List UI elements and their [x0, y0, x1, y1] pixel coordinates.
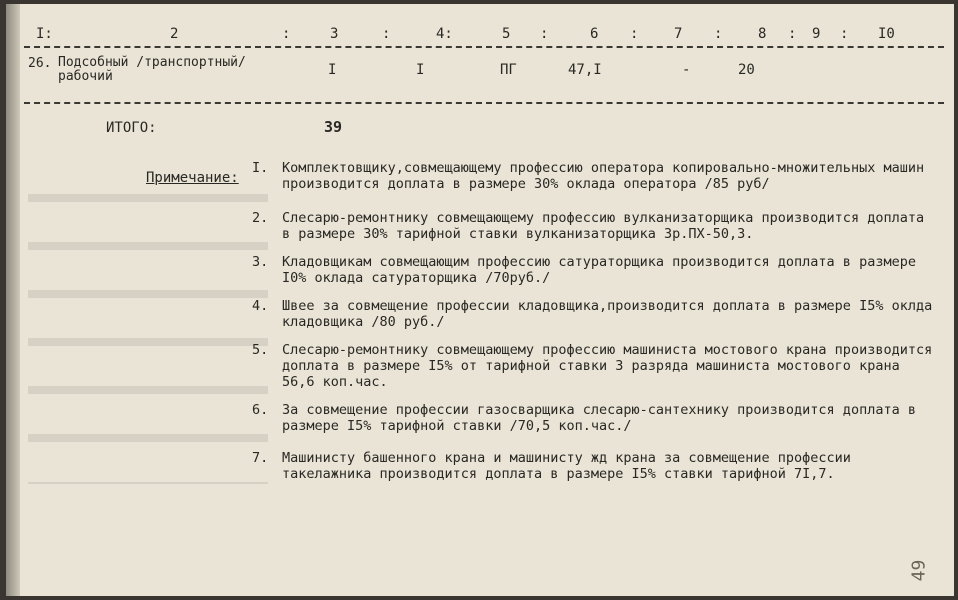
- note-text: Слесарю-ремонтнику совмещающему профессию вулканизаторщика производится доплата в размере 30% тарифной ставки вулканизаторщика 3р.ПХ-50,3.: [282, 210, 925, 242]
- row-cell: I: [416, 62, 425, 78]
- page-number: 49: [908, 559, 930, 582]
- document-page: [6, 4, 954, 596]
- dashed-rule: [24, 102, 944, 104]
- note-text: Комплектовщику,совмещающему профессию оператора копировально-множительных машин производится доплата в размере 30% оклада оператора /85 руб/: [282, 160, 925, 192]
- row-number: 26.: [28, 56, 52, 71]
- total-label: ИТОГО:: [106, 120, 157, 136]
- notes-label: Примечание:: [146, 170, 239, 186]
- header-col: I0: [878, 26, 895, 42]
- row-cell: -: [682, 62, 691, 78]
- header-col: 4:: [436, 26, 453, 42]
- header-sep: :: [714, 26, 723, 42]
- note-number: I.: [252, 160, 269, 176]
- note-number: 3.: [252, 254, 269, 270]
- header-col: 5: [502, 26, 511, 42]
- note-number: 5.: [252, 342, 269, 358]
- note-text: За совмещение профессии газосварщика слесарю-сантехнику производится доплата в размере I5% тарифной ставки /70,5 коп.час./: [282, 402, 916, 434]
- header-sep: :: [840, 26, 849, 42]
- bleed-through-text: [28, 154, 268, 484]
- row-cell: ПГ: [500, 62, 517, 78]
- note-number: 6.: [252, 402, 269, 418]
- header-col: 9: [812, 26, 821, 42]
- header-col: 6: [590, 26, 599, 42]
- header-col: 7: [674, 26, 683, 42]
- note-number: 7.: [252, 450, 269, 466]
- header-col: 2: [170, 26, 179, 42]
- total-value: 39: [324, 118, 343, 136]
- header-col: 3: [330, 26, 339, 42]
- header-col: 8: [758, 26, 767, 42]
- row-cell: 47,I: [568, 62, 602, 78]
- page-binding: [6, 4, 20, 596]
- header-col: I:: [36, 26, 53, 42]
- row-name: Подсобный /транспортный/ рабочий: [58, 55, 246, 84]
- note-number: 2.: [252, 210, 269, 226]
- header-sep: :: [630, 26, 639, 42]
- note-text: Кладовщикам совмещающим профессию сатураторщика производится доплата в размере I0% оклада сатураторщика /70руб./: [282, 254, 916, 286]
- header-sep: :: [540, 26, 549, 42]
- note-text: Швее за совмещение профессии кладовщика,производится доплата в размере I5% оклда кладовщика /80 руб./: [282, 298, 933, 330]
- header-sep: :: [282, 26, 291, 42]
- note-number: 4.: [252, 298, 269, 314]
- row-cell: 20: [738, 62, 755, 78]
- header-sep: :: [382, 26, 391, 42]
- note-text: Слесарю-ремонтнику совмещающему профессию машиниста мостового крана производится доплата в размере I5% от тарифной ставки 3 разряда машиниста мостового крана 56,6 коп.час.: [282, 342, 933, 390]
- note-text: Машинисту башенного крана и машинисту жд крана за совмещение профессии такелажника производится доплата в размере I5% ставки тарифной 7I,7.: [282, 450, 851, 482]
- header-sep: :: [788, 26, 797, 42]
- dashed-rule: [24, 46, 944, 48]
- row-cell: I: [328, 62, 337, 78]
